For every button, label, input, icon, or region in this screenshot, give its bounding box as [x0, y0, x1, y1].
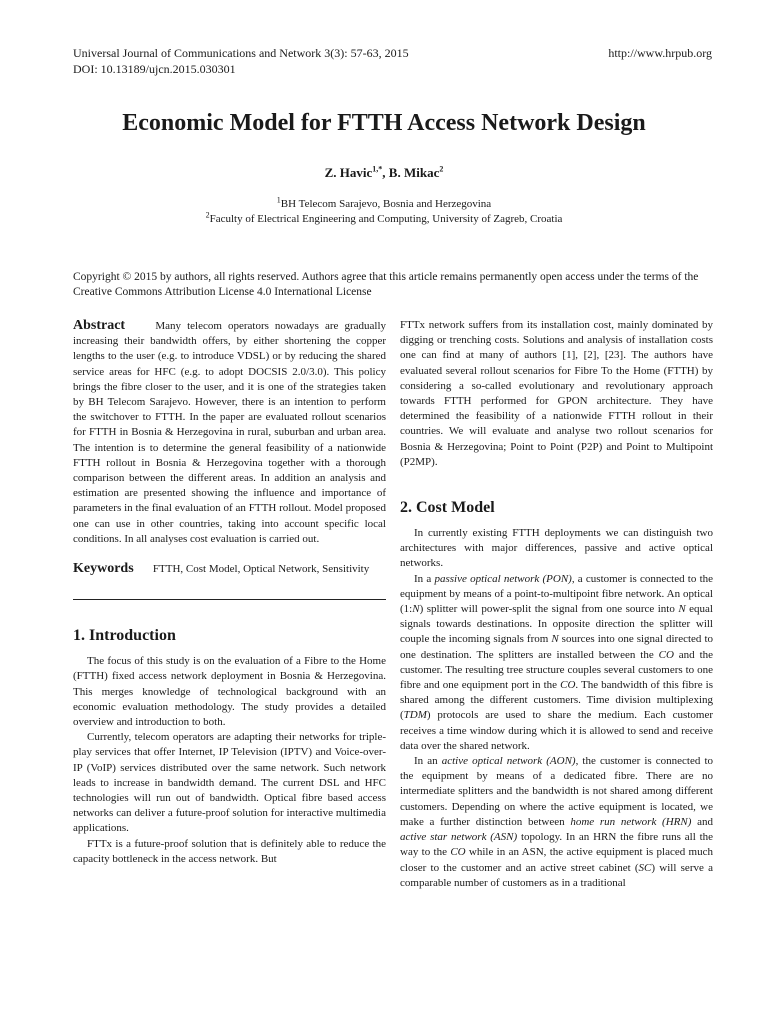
- paragraph: FTTx is a future-proof solution that is definitely able to reduce the capacity bottleneck in the access network. But: [73, 837, 386, 865]
- text-run: and: [691, 815, 713, 828]
- text-run: ) splitter will power-split the signal from one source into: [419, 603, 679, 616]
- term: CO: [560, 679, 576, 692]
- paragraph: In currently existing FTTH deployments we can distinguish two architectures with major differences, passive and active optical networks.: [400, 527, 713, 570]
- term: CO: [450, 846, 466, 859]
- paragraph: Currently, telecom operators are adapting their networks for triple-play services that offer Internet, IP Television (IPTV) and Voice-over-IP (VoIP) services distributed over the same network. Such network leads to increase in bandwidth demand. The current DSL and HFC technologies will run out of bandwidth. Optical fibre based access networks can deliver a future-proof solution for interactive multimedia applications.: [73, 731, 386, 835]
- text-run: In a: [414, 572, 435, 585]
- author-name: Z. Havic: [324, 165, 373, 180]
- author-name: B. Mikac: [388, 165, 440, 180]
- paragraph: FTTx network suffers from its installation cost, mainly dominated by digging or trenching costs. Solutions and analysis of installation costs one can find at many of authors [1], [2], [23]. The authors have evaluated several rollout scenarios for Fibre To the Home (FTTH) by considering a so-called evolutionary and revolutionary approach towards FTTH performed for GPON architecture. They have determined the feasibility of a nationwide FTTH rollout in their countries. We will evaluate and analyse two rollout scenarios for Bosnia & Herzegovina; Point to Point (P2P) and Point to Multipoint (P2MP).: [400, 319, 713, 468]
- term: home run network (HRN): [570, 815, 692, 828]
- keywords-text: FTTH, Cost Model, Optical Network, Sensitivity: [152, 563, 370, 576]
- section-title-cost-model: 2. Cost Model: [400, 499, 495, 517]
- keywords: [73, 561, 386, 577]
- text-run: . The bandwidth of this fibre is shared among the different customers. Time division multiplexing (: [400, 679, 714, 722]
- text-run: and the customer. The resulting tree structure couples several customers to one fibre and one equipment port in the: [400, 648, 714, 692]
- paper-title: Economic Model for FTTH Access Network Design: [122, 110, 646, 136]
- term: N: [412, 603, 420, 616]
- text-run: topology. In an HRN the fibre runs all the way to the: [400, 831, 714, 859]
- author-line: [0, 164, 768, 182]
- text-run: while in an ASN, the active equipment is placed much closer to the customer and an active street cabinet (: [400, 846, 713, 874]
- author-affiliation-marker: 2: [439, 164, 444, 174]
- text-run: , a customer is connected to the equipment by means of a point-to-multipoint fibre network. An optical (1:: [400, 572, 714, 616]
- keywords-label: Keywords: [73, 561, 134, 577]
- text-run: ) protocols are used to share the medium. Each customer receives a time window during which it is allowed to send and receive data over the shared network.: [400, 709, 713, 752]
- journal-url[interactable]: http://www.hrpub.org: [608, 46, 712, 60]
- paragraph: [400, 754, 713, 891]
- section-title-introduction: 1. Introduction: [73, 627, 176, 645]
- text-run: sources into one signal directed to one destination. The splitters are installed between the: [400, 633, 713, 661]
- affiliation-marker: 1: [276, 195, 281, 205]
- author-separator: ,: [382, 165, 389, 180]
- abstract: [73, 318, 386, 547]
- term: SC: [638, 861, 652, 874]
- affiliation: [0, 197, 768, 212]
- text-run: In an: [414, 755, 442, 768]
- affiliations: [0, 197, 768, 227]
- term: TDM: [403, 709, 427, 722]
- term: N: [551, 633, 559, 646]
- section-divider: [73, 599, 386, 600]
- text-run: ) will serve a comparable number of customers as in a traditional: [400, 861, 713, 889]
- affiliation: [0, 212, 768, 227]
- doi: DOI: 10.13189/ujcn.2015.030301: [73, 62, 236, 76]
- paragraph: The focus of this study is on the evaluation of a Fibre to the Home (FTTH) fixed access network deployment in Bosnia & Herzegovina. This merges knowledge of technological background with an economic evaluation methodology. The study provides a detailed overview and introduction to both.: [73, 655, 386, 729]
- term: passive optical network (PON): [434, 572, 572, 585]
- affiliation-marker: 2: [205, 210, 210, 220]
- text-run: , the customer is connected to the equipment by means of a dedicated fibre. There are no intermediate splitters and the bandwidth is not shared among different customers. Depending on where the active equipment is located, we make a further distinction between: [400, 755, 714, 828]
- term: CO: [658, 648, 674, 661]
- abstract-label: Abstract: [73, 318, 126, 333]
- left-column: [73, 318, 386, 867]
- journal-header: [73, 45, 409, 77]
- term: N: [678, 603, 686, 616]
- term: active optical network (AON): [441, 755, 576, 768]
- copyright-notice: Copyright © 2015 by authors, all rights reserved. Authors agree that this article remains permanently open access under the terms of the Creative Commons Attribution License 4.0 International License: [73, 271, 699, 298]
- affiliation-text: BH Telecom Sarajevo, Bosnia and Herzegovina: [280, 198, 492, 210]
- term: active star network (ASN): [400, 831, 518, 844]
- right-column: [400, 318, 713, 891]
- affiliation-text: Faculty of Electrical Engineering and Computing, University of Zagreb, Croatia: [209, 213, 563, 225]
- author-affiliation-marker: 1,*: [372, 164, 383, 174]
- journal-citation: Universal Journal of Communications and Network 3(3): 57-63, 2015: [73, 46, 409, 60]
- text-run: equal signals towards destinations. In opposite direction the splitter will couple the incoming signals from: [400, 603, 713, 646]
- abstract-text: Many telecom operators nowadays are gradually increasing their bandwidth offers, by either shortening the copper lengths to the user (e.g. to introduce VDSL) or by reducing the shared service areas for HFC (e.g. to adopt DOCSIS 2.0/3.0). This policy brings the fibre closer to the user, and it is one of the strategies taken by BH Telecom Sarajevo. However, there is an intention to perform the switchover to FTTH. In the paper are evaluated rollout scenarios for FTTH in Bosnia & Herzegovina in rural, suburban and urban area. The intention is to determine the general feasibility of a nationwide FTTH rollout in Bosnia & Herzegovina together with a thorough comparison between the different areas. In addition an analysis and estimation are presented showing the influence and importance of parameters in the final evaluation of an FTTH rollout. Model proposed one can use in other countries, taking into account specific local conditions. In all analyses cost evaluation is carried out.: [73, 320, 386, 545]
- paragraph: [400, 572, 713, 754]
